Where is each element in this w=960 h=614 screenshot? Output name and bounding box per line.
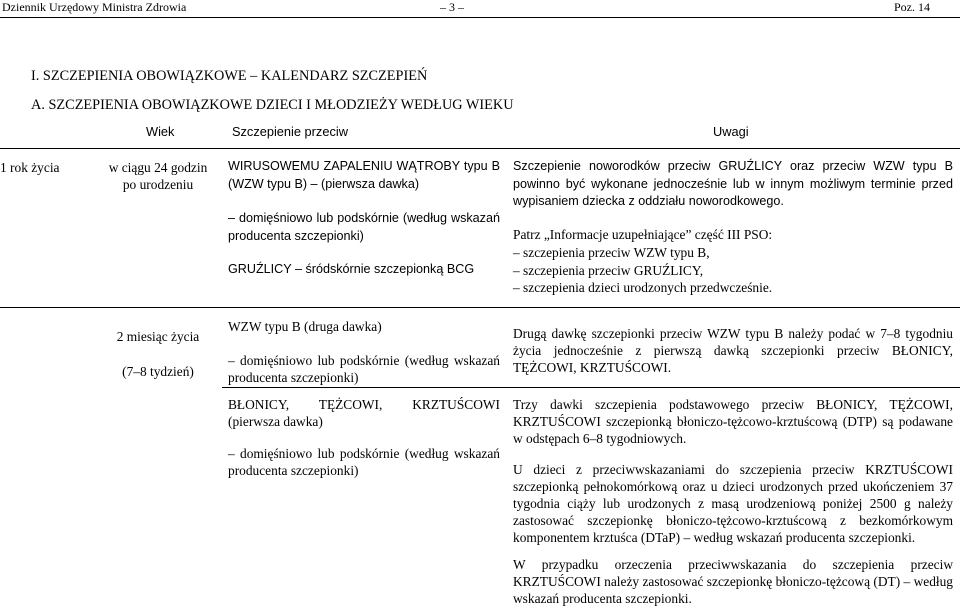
row1-note-ref: Patrz „Informacje uzupełniające” część III PSO: [513, 227, 773, 242]
header-rule [0, 17, 960, 18]
row2-timing [100, 319, 216, 389]
row1-timing-line2: po urodzeniu [122, 177, 194, 192]
row2-timing-line2: (7–8 tydzień) [122, 364, 194, 379]
journal-name: Dziennik Urzędowy Ministra Zdrowia [2, 0, 187, 14]
list-item: – szczepienia przeciw GRUŹLICY, [513, 262, 704, 278]
row1-note-main: Szczepienie noworodków przeciw GRUŹLICY oraz przeciw WZW typu B powinno być wykonane jednocześnie lub w innym możliwym terminie przed wypisaniem dziecka z oddziału noworodkowego. [513, 159, 953, 208]
subsection-title: A. SZCZEPIENIA OBOWIĄZKOWE DZIECI I MŁODZIEŻY WEDŁUG WIEKU [31, 97, 514, 113]
column-header-age: Wiek [146, 124, 175, 139]
row2-vaccine-hbv-route: – domięśniowo lub podskórnie (według wskazań producenta szczepionki) [228, 353, 500, 385]
row2-note-hbv: Drugą dawkę szczepionki przeciw WZW typu B należy podać w 7–8 tygodniu życia jednocześnie z pierwszą dawką szczepionki przeciw BŁONICY, TĘŻCOWI, KRZTUŚCOWI. [513, 326, 953, 375]
row2-timing-line1: 2 miesiąc życia [116, 329, 200, 344]
table-header-rule [0, 148, 960, 149]
row2-vaccine-dtp: BŁONICY, TĘŻCOWI, KRZTUŚCOWI (pierwsza dawka) [228, 397, 500, 429]
row2-vaccine-dtp-route: – domięśniowo lub podskórnie (według wskazań producenta szczepionki) [228, 446, 500, 478]
row2-vaccine-hbv: WZW typu B (druga dawka) [228, 319, 382, 334]
row1-timing-line1: w ciągu 24 godzin [108, 160, 208, 175]
row1-vaccine-hbv-route: – domięśniowo lub podskórnie (według wskazań producenta szczepionki) [228, 211, 500, 243]
page-number: – 3 – [440, 0, 464, 14]
sub-row-separator [222, 387, 960, 388]
list-item: – szczepienia dzieci urodzonych przedwcześnie. [513, 280, 773, 295]
column-header-vaccine: Szczepienie przeciw [232, 124, 348, 139]
row1-age: 1 rok życia [0, 160, 60, 175]
row1-note-list [513, 244, 953, 297]
row-separator [0, 307, 960, 308]
section-title: I. SZCZEPIENIA OBOWIĄZKOWE – KALENDARZ SZCZEPIEŃ [31, 68, 428, 84]
row1-timing [100, 159, 216, 193]
row2-note-dtp-3: W przypadku orzeczenia przeciwwskazania do szczepienia przeciw KRZTUŚCOWI należy zastosować szczepionkę błoniczo-tężcową (DT) – według wskazań producenta szczepionki. [513, 557, 953, 606]
row2-note-dtp-2: U dzieci z przeciwwskazaniami do szczepienia przeciw KRZTUŚCOWI szczepionką pełnokomórkową oraz u dzieci urodzonych przed ukończeniem 37 tygodnia ciąży lub urodzonych z masą urodzeniową poniżej 2500 g należy zastosować szczepionkę błoniczo-tężcowo-krztuścową z bezkomórkowym komponentem krztuśca (DTaP) – według wskazań producenta szczepionki. [513, 462, 953, 545]
row2-note-dtp-1: Trzy dawki szczepienia podstawowego przeciw BŁONICY, TĘŻCOWI, KRZTUŚCOWI szczepionką błoniczo-tężcowo-krztuścową (DTP) są podawane w odstępach 6–8 tygodniowych. [513, 397, 953, 446]
list-item: – szczepienia przeciw WZW typu B, [513, 245, 710, 260]
row1-vaccine-bcg: GRUŹLICY – śródskórnie szczepionką BCG [228, 262, 475, 276]
row1-vaccine-hbv: WIRUSOWEMU ZAPALENIU WĄTROBY typu B (WZW typu B) – (pierwsza dawka) [228, 159, 500, 191]
item-number: Poz. 14 [894, 0, 930, 14]
column-header-notes: Uwagi [713, 124, 749, 139]
